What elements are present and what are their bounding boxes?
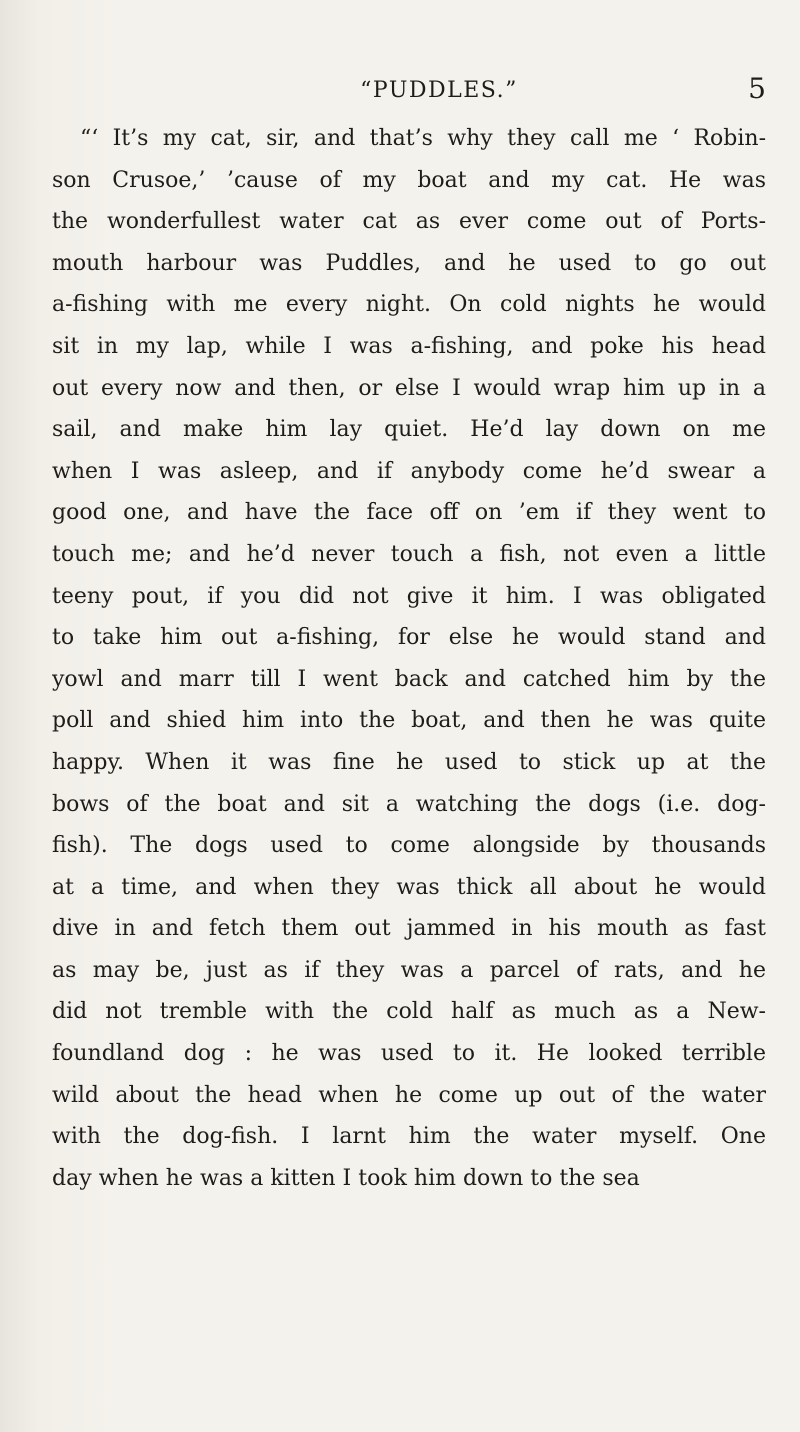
text-line: poll and shied him into the boat, and then he was quite <box>52 708 766 734</box>
running-head: “PUDDLES.” <box>360 78 518 103</box>
text-line: touch me; and he’d never touch a fish, not even a little <box>52 541 766 567</box>
page-header <box>52 72 766 114</box>
page-number: 5 <box>748 72 766 105</box>
text-line: “‘ It’s my cat, sir, and that’s why they call me ‘ Robin- <box>80 126 766 151</box>
text-line: as may be, just as if they was a parcel of rats, and he <box>52 957 766 983</box>
text-line: mouth harbour was Puddles, and he used to go out <box>52 250 766 276</box>
text-line: happy. When it was fine he used to stick up at the <box>52 749 766 775</box>
body-text <box>52 118 766 1199</box>
text-line: good one, and have the face off on ’em if they went to <box>52 500 766 526</box>
text-line: wild about the head when he come up out of the water <box>52 1082 766 1108</box>
text-line: bows of the boat and sit a watching the dogs (i.e. dog- <box>52 791 766 817</box>
text-line: fish). The dogs used to come alongside by thousands <box>52 833 766 859</box>
text-line: when I was asleep, and if anybody come he’d swear a <box>52 458 766 484</box>
text-line: the wonderfullest water cat as ever come out of Ports- <box>52 209 766 235</box>
text-line: did not tremble with the cold half as much as a New- <box>52 999 766 1025</box>
text-line: at a time, and when they was thick all about he would <box>52 874 766 900</box>
text-line: day when he was a kitten I took him down to the sea <box>52 1165 640 1191</box>
text-line: son Crusoe,’ ’cause of my boat and my cat. He was <box>52 167 766 193</box>
text-line: yowl and marr till I went back and catched him by the <box>52 666 766 692</box>
text-line: a-fishing with me every night. On cold nights he would <box>52 292 766 318</box>
text-line: out every now and then, or else I would wrap him up in a <box>52 375 766 401</box>
text-line: teeny pout, if you did not give it him. I was obligated <box>52 583 766 609</box>
text-line: sail, and make him lay quiet. He’d lay down on me <box>52 417 766 443</box>
text-line: with the dog-fish. I larnt him the water myself. One <box>52 1124 766 1150</box>
text-line: dive in and fetch them out jammed in his mouth as fast <box>52 916 766 942</box>
text-line: foundland dog : he was used to it. He looked terrible <box>52 1041 766 1067</box>
text-line: to take him out a-fishing, for else he would stand and <box>52 625 766 651</box>
text-line: sit in my lap, while I was a-fishing, and poke his head <box>52 333 766 359</box>
